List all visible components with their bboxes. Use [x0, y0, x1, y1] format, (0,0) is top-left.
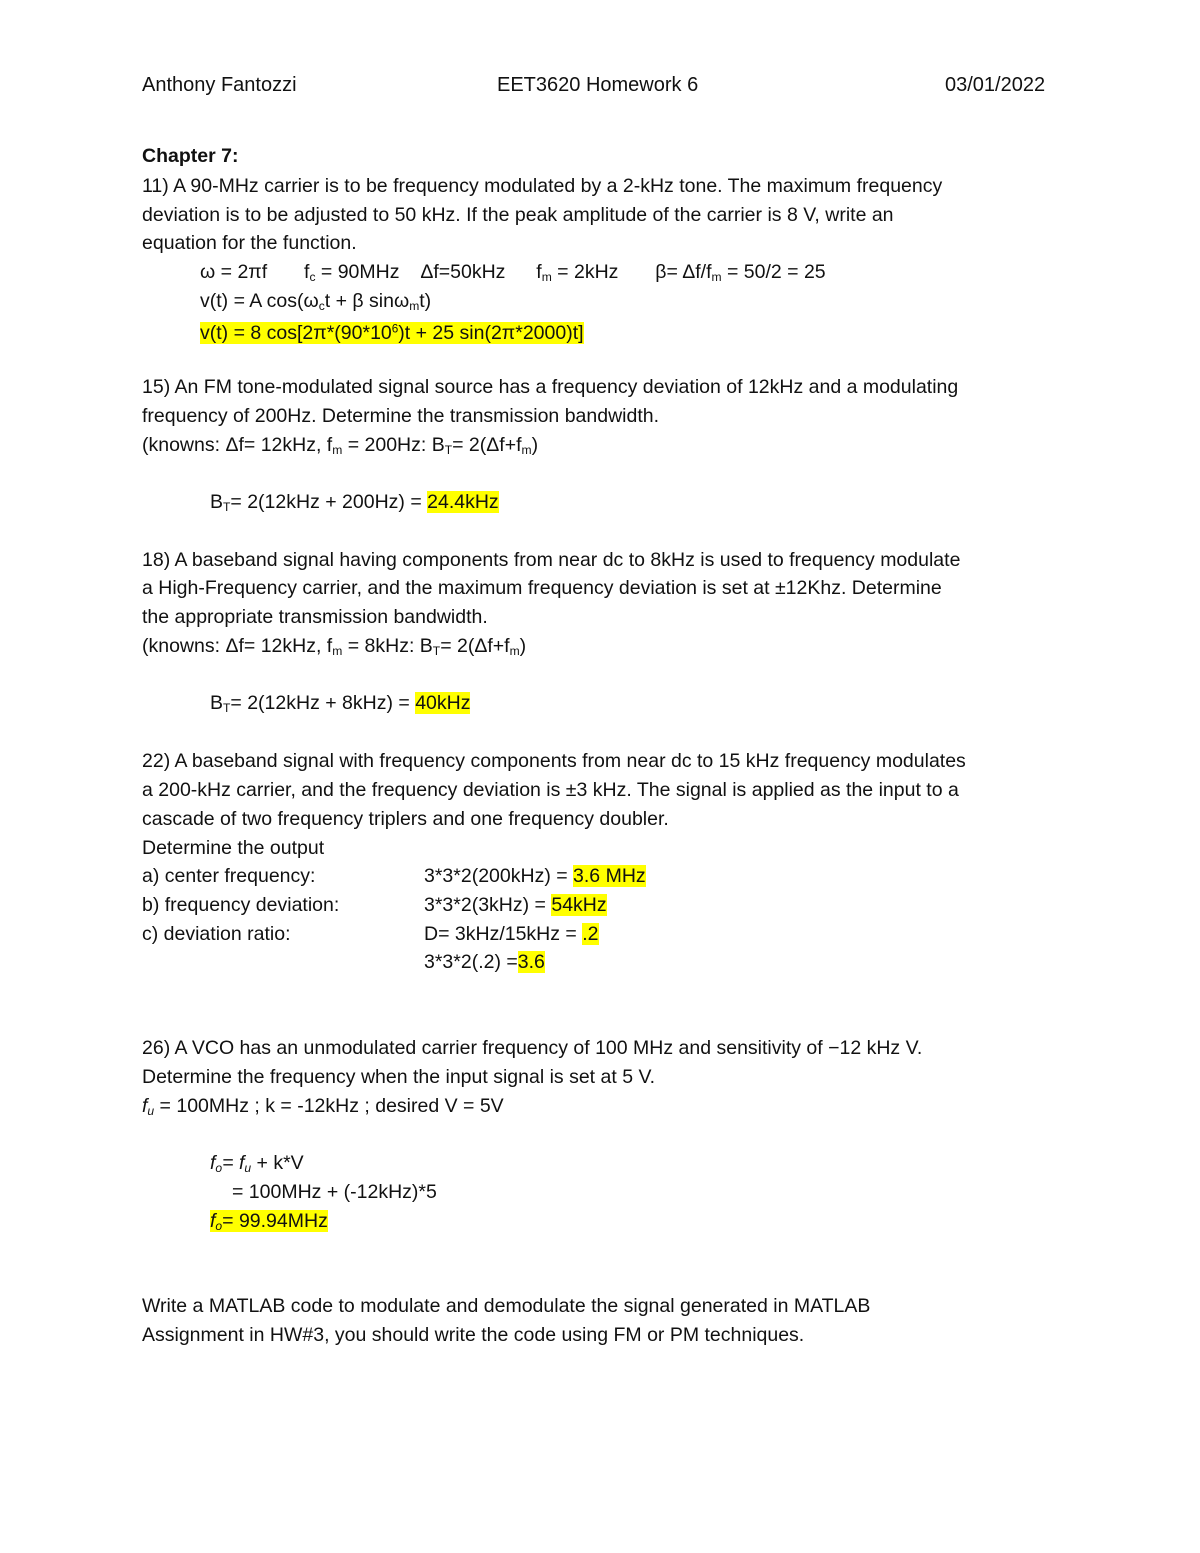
q22-line-3: cascade of two frequency triplers and one frequency doubler.	[142, 808, 669, 830]
q22-intro: Determine the output	[142, 837, 325, 859]
q15-calc: $B_T= 2(12kHz + 200Hz) = 24.4kHz$	[210, 491, 499, 515]
q11-omega: ω = 2πf	[200, 261, 268, 283]
q15-knowns: (knowns: Δf= 12kHz, $f_m = 200Hz$: $B_T= 2(\Delta f+f_m)$	[142, 434, 539, 458]
q22-row-a-calc: 3*3*2(200kHz) = 3.6 MHz	[424, 865, 646, 887]
q22-line-2: a 200-kHz carrier, and the frequency deviation is ±3 kHz. The signal is applied as the input to a	[142, 779, 959, 801]
q11-deviation: Δf=50kHz	[420, 261, 506, 283]
q22-answer-c: .2	[582, 923, 599, 945]
q11-general-equation: v(t) = A $\cos(\omega_ct + \beta$ sinω$_m$t)	[200, 290, 432, 314]
q22-line-1: 22) A baseband signal with frequency components from near dc to 15 kHz frequency modulates	[142, 750, 966, 772]
q26-answer: $f_o= 99.94MHz$	[210, 1210, 328, 1234]
q11-answer: v(t) = 8 $\cos[2\pi*(90*10^6)t + 25$ sin(2π*2000)t]	[200, 322, 584, 345]
matlab-line-1: Write a MATLAB code to modulate and demodulate the signal generated in MATLAB	[142, 1295, 871, 1317]
q11-fm: $f_m = 2kHz$	[536, 261, 619, 285]
q11-knowns	[200, 259, 826, 290]
q18-line-1: 18) A baseband signal having components from near dc to 8kHz is used to frequency modulate	[142, 549, 961, 571]
chapter-heading: Chapter 7:	[142, 145, 239, 167]
q26-line-2: Determine the frequency when the input signal is set at 5 V.	[142, 1066, 656, 1088]
header-course: EET3620 Homework 6	[497, 74, 699, 96]
q18-answer: 40kHz	[415, 692, 471, 714]
q22-row-c-calc: D= 3kHz/15kHz = .2	[424, 923, 599, 945]
q18-line-3: the appropriate transmission bandwidth.	[142, 606, 488, 628]
q26-given: $f_u = 100MHz$ ; k = -12kHz ; desired V = 5V	[142, 1095, 504, 1119]
q22-row-b-label: b) frequency deviation:	[142, 894, 340, 916]
q22-answer-a: 3.6 MHz	[573, 865, 646, 887]
q26-step-1: $f_o= f_u + k*V$	[210, 1152, 304, 1176]
q11-line-3: equation for the function.	[142, 232, 357, 254]
q15-line-1: 15) An FM tone-modulated signal source has a frequency deviation of 12kHz and a modulating	[142, 376, 959, 398]
q22-answer-d: 3.6	[517, 951, 545, 973]
q26-step-2: = 100MHz + (-12kHz)*5	[232, 1181, 437, 1203]
q11-beta: $\beta= \Delta f/f_m = 50/2 = 25$	[655, 261, 826, 285]
q15-line-2: frequency of 200Hz. Determine the transmission bandwidth.	[142, 405, 660, 427]
q11-line-1: 11) A 90-MHz carrier is to be frequency modulated by a 2-kHz tone. The maximum frequency	[142, 175, 943, 197]
q18-knowns: (knowns: Δf= 12kHz, $f_m = 8kHz$: $B_T= 2(\Delta f+f_m)$	[142, 635, 527, 659]
q22-row-c-label: c) deviation ratio:	[142, 923, 291, 945]
q18-calc: $B_T= 2(12kHz + 8kHz) = 40kHz$	[210, 692, 471, 716]
q11-line-2: deviation is to be adjusted to 50 kHz. If the peak amplitude of the carrier is 8 V, write an	[142, 204, 894, 226]
matlab-line-2: Assignment in HW#3, you should write the code using FM or PM techniques.	[142, 1324, 805, 1346]
q18-line-2: a High-Frequency carrier, and the maximum frequency deviation is set at ±12Khz. Determine	[142, 577, 942, 599]
q26-line-1: 26) A VCO has an unmodulated carrier frequency of 100 MHz and sensitivity of −12 kHz V.	[142, 1037, 923, 1059]
header-author: Anthony Fantozzi	[142, 74, 297, 96]
q22-row-d-calc: 3*3*2(.2) =3.6	[424, 951, 545, 973]
q11-fc: $f_c = 90MHz$	[304, 261, 400, 285]
q22-answer-b: 54kHz	[551, 894, 607, 916]
q15-answer: 24.4kHz	[427, 491, 499, 513]
header-date: 03/01/2022	[945, 74, 1046, 96]
q22-row-a-label: a) center frequency:	[142, 865, 316, 887]
q22-row-b-calc: 3*3*2(3kHz) = 54kHz	[424, 894, 607, 916]
